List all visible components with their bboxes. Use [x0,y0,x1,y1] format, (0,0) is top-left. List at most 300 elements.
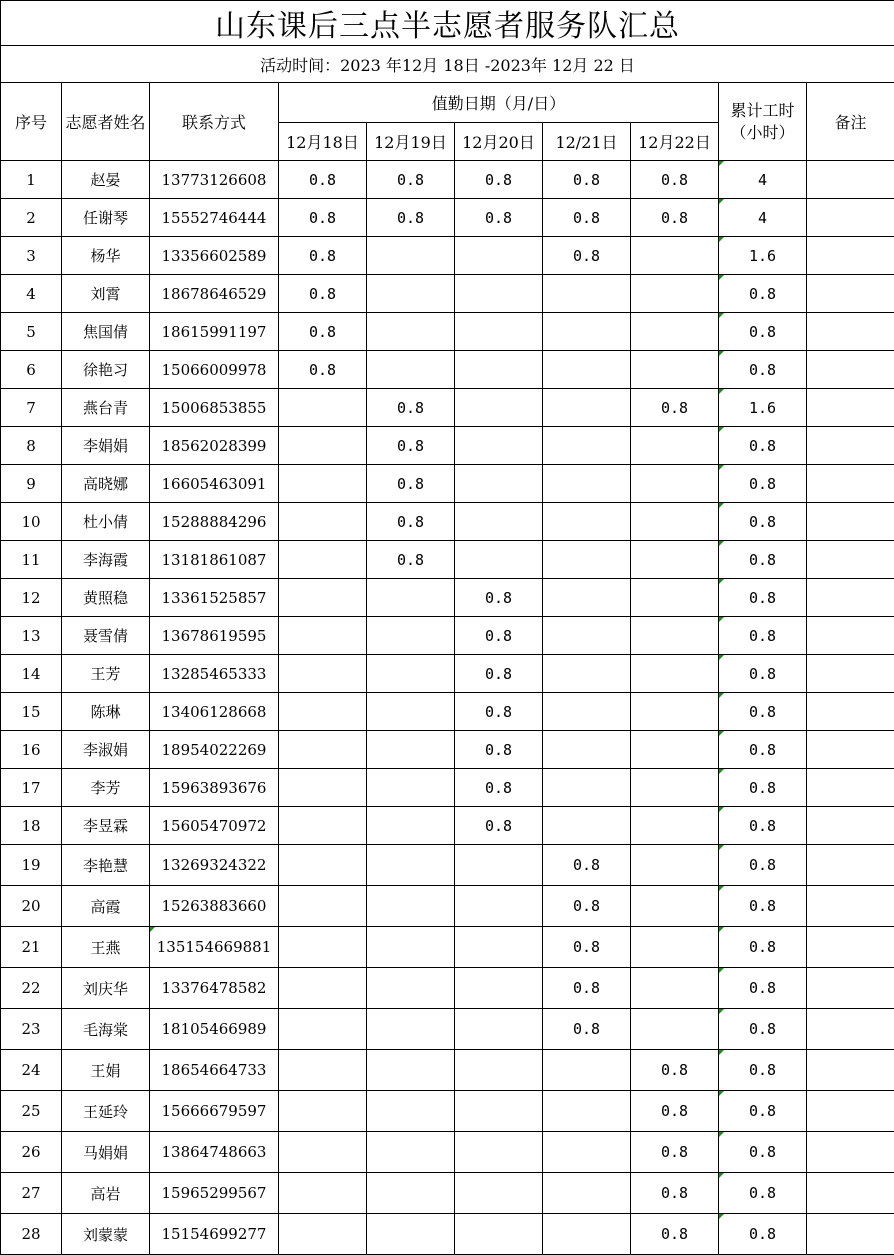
cell-phone: 18105466989 [150,1009,279,1050]
table-row [1,1050,894,1091]
cell-total-hours: 4 [719,199,807,237]
cell-seq: 14 [1,655,62,693]
cell-total-hours: 0.8 [719,617,807,655]
cell-date-5-hours: 0.8 [631,199,719,237]
cell-total-hours: 0.8 [719,1009,807,1050]
cell-date-2-hours [367,807,455,845]
cell-date-1-hours: 0.8 [279,237,367,275]
cell-total-hours: 0.8 [719,886,807,927]
cell-phone: 13406128668 [150,693,279,731]
cell-date-3-hours [455,886,543,927]
cell-date-2-hours [367,275,455,313]
cell-date-4-hours [543,351,631,389]
cell-date-3-hours: 0.8 [455,579,543,617]
cell-name: 王芳 [62,655,150,693]
cell-date-4-hours: 0.8 [543,1009,631,1050]
table-row [1,968,894,1009]
cell-date-5-hours: 0.8 [631,1173,719,1214]
cell-note [807,503,894,541]
cell-total-hours: 1.6 [719,237,807,275]
cell-note [807,769,894,807]
cell-date-5-hours [631,579,719,617]
table-row [1,807,894,845]
cell-date-5-hours [631,769,719,807]
cell-date-3-hours: 0.8 [455,693,543,731]
cell-note [807,968,894,1009]
cell-date-3-hours [455,1173,543,1214]
cell-phone: 13181861087 [150,541,279,579]
cell-date-5-hours: 0.8 [631,389,719,427]
cell-date-5-hours [631,313,719,351]
cell-total-hours: 0.8 [719,693,807,731]
cell-seq: 1 [1,161,62,199]
cell-date-5-hours [631,541,719,579]
cell-name: 李海霞 [62,541,150,579]
cell-date-2-hours [367,968,455,1009]
header-date-1: 12月18日 [279,123,367,161]
cell-date-3-hours [455,465,543,503]
cell-total-hours: 0.8 [719,845,807,886]
cell-date-2-hours [367,237,455,275]
cell-date-3-hours [455,968,543,1009]
cell-total-hours: 0.8 [719,1091,807,1132]
cell-date-4-hours [543,1173,631,1214]
cell-note [807,845,894,886]
cell-name: 王燕 [62,927,150,968]
cell-name: 赵晏 [62,161,150,199]
table-row [1,1214,894,1255]
cell-note [807,389,894,427]
cell-date-4-hours [543,579,631,617]
cell-date-1-hours [279,1214,367,1255]
cell-date-4-hours [543,541,631,579]
cell-date-4-hours [543,503,631,541]
cell-date-2-hours: 0.8 [367,503,455,541]
cell-name: 聂雪倩 [62,617,150,655]
cell-seq: 20 [1,886,62,927]
cell-name: 任谢琴 [62,199,150,237]
cell-date-1-hours [279,731,367,769]
cell-date-1-hours: 0.8 [279,351,367,389]
cell-name: 高霞 [62,886,150,927]
cell-date-1-hours [279,807,367,845]
cell-phone: 18615991197 [150,313,279,351]
table-row [1,845,894,886]
cell-phone: 135154669881 [150,927,279,968]
cell-date-3-hours [455,1091,543,1132]
cell-date-1-hours [279,1050,367,1091]
cell-date-5-hours [631,237,719,275]
cell-phone: 13773126608 [150,161,279,199]
cell-name: 杜小倩 [62,503,150,541]
cell-note [807,1214,894,1255]
table-row [1,275,894,313]
cell-date-1-hours: 0.8 [279,275,367,313]
cell-name: 杨华 [62,237,150,275]
table-row [1,769,894,807]
cell-note [807,465,894,503]
cell-date-4-hours: 0.8 [543,845,631,886]
cell-date-2-hours [367,1050,455,1091]
cell-date-3-hours [455,845,543,886]
cell-date-3-hours [455,275,543,313]
cell-date-2-hours [367,617,455,655]
cell-date-2-hours: 0.8 [367,427,455,465]
cell-seq: 26 [1,1132,62,1173]
cell-phone: 18654664733 [150,1050,279,1091]
header-total-hours: 累计工时（小时） [719,83,807,161]
cell-seq: 17 [1,769,62,807]
table-row [1,693,894,731]
cell-date-4-hours [543,769,631,807]
cell-phone: 13356602589 [150,237,279,275]
cell-date-5-hours [631,886,719,927]
cell-date-3-hours: 0.8 [455,769,543,807]
cell-seq: 27 [1,1173,62,1214]
cell-note [807,731,894,769]
cell-phone: 15288884296 [150,503,279,541]
cell-date-4-hours [543,1050,631,1091]
cell-date-4-hours [543,1214,631,1255]
cell-phone: 15263883660 [150,886,279,927]
cell-date-4-hours [543,1132,631,1173]
cell-date-4-hours [543,465,631,503]
cell-date-1-hours [279,617,367,655]
cell-date-2-hours [367,655,455,693]
cell-date-3-hours [455,1132,543,1173]
activity-period: 活动时间：2023 年12月 18日 -2023年 12月 22 日 [1,46,894,83]
cell-phone: 18954022269 [150,731,279,769]
cell-total-hours: 0.8 [719,807,807,845]
cell-name: 黄照稳 [62,579,150,617]
cell-note [807,1132,894,1173]
table-row [1,579,894,617]
cell-date-5-hours [631,427,719,465]
cell-date-1-hours [279,465,367,503]
cell-date-2-hours: 0.8 [367,465,455,503]
cell-phone: 13361525857 [150,579,279,617]
cell-date-1-hours: 0.8 [279,313,367,351]
cell-date-3-hours [455,1050,543,1091]
cell-total-hours: 0.8 [719,313,807,351]
cell-date-5-hours [631,275,719,313]
cell-note [807,351,894,389]
cell-seq: 7 [1,389,62,427]
cell-phone: 15666679597 [150,1091,279,1132]
cell-total-hours: 0.8 [719,503,807,541]
cell-date-5-hours [631,693,719,731]
cell-date-2-hours [367,351,455,389]
cell-total-hours: 0.8 [719,465,807,503]
cell-note [807,161,894,199]
table-row [1,1091,894,1132]
cell-date-3-hours: 0.8 [455,655,543,693]
cell-date-5-hours [631,503,719,541]
cell-seq: 3 [1,237,62,275]
cell-date-1-hours: 0.8 [279,161,367,199]
cell-date-2-hours: 0.8 [367,199,455,237]
cell-date-2-hours [367,1173,455,1214]
cell-date-5-hours: 0.8 [631,1214,719,1255]
cell-total-hours: 0.8 [719,541,807,579]
cell-seq: 12 [1,579,62,617]
cell-date-1-hours [279,655,367,693]
cell-name: 马娟娟 [62,1132,150,1173]
table-row [1,617,894,655]
cell-date-2-hours [367,769,455,807]
cell-date-3-hours [455,541,543,579]
cell-seq: 18 [1,807,62,845]
cell-date-1-hours [279,389,367,427]
cell-note [807,807,894,845]
cell-date-5-hours [631,1009,719,1050]
cell-date-4-hours [543,807,631,845]
cell-date-4-hours: 0.8 [543,161,631,199]
cell-date-3-hours [455,427,543,465]
cell-date-5-hours: 0.8 [631,1050,719,1091]
cell-seq: 25 [1,1091,62,1132]
cell-date-3-hours: 0.8 [455,731,543,769]
cell-date-4-hours: 0.8 [543,927,631,968]
cell-phone: 18562028399 [150,427,279,465]
table-row [1,427,894,465]
cell-date-5-hours [631,845,719,886]
table-row [1,1009,894,1050]
cell-date-3-hours [455,313,543,351]
cell-name: 李艳慧 [62,845,150,886]
cell-date-2-hours [367,693,455,731]
cell-phone: 15605470972 [150,807,279,845]
cell-seq: 23 [1,1009,62,1050]
cell-seq: 4 [1,275,62,313]
cell-phone: 15552746444 [150,199,279,237]
cell-date-1-hours [279,927,367,968]
table-row [1,503,894,541]
cell-name: 毛海棠 [62,1009,150,1050]
cell-date-2-hours [367,313,455,351]
cell-total-hours: 0.8 [719,1132,807,1173]
cell-date-2-hours: 0.8 [367,541,455,579]
cell-phone: 13269324322 [150,845,279,886]
cell-phone: 13285465333 [150,655,279,693]
cell-total-hours: 0.8 [719,927,807,968]
cell-date-1-hours [279,1132,367,1173]
table-row [1,161,894,199]
cell-date-5-hours [631,351,719,389]
cell-date-2-hours [367,1214,455,1255]
cell-seq: 13 [1,617,62,655]
cell-note [807,199,894,237]
cell-date-2-hours [367,886,455,927]
cell-name: 刘庆华 [62,968,150,1009]
cell-name: 燕台青 [62,389,150,427]
table-row [1,1132,894,1173]
table-row [1,927,894,968]
cell-total-hours: 0.8 [719,968,807,1009]
header-note: 备注 [807,83,894,161]
cell-date-5-hours [631,655,719,693]
cell-note [807,313,894,351]
header-date-2: 12月19日 [367,123,455,161]
cell-name: 陈琳 [62,693,150,731]
cell-date-5-hours [631,617,719,655]
cell-date-1-hours [279,579,367,617]
cell-date-4-hours [543,731,631,769]
cell-seq: 11 [1,541,62,579]
table-row [1,351,894,389]
table-row [1,237,894,275]
cell-date-1-hours [279,693,367,731]
sheet-title: 山东课后三点半志愿者服务队汇总 [1,1,894,46]
cell-date-2-hours [367,927,455,968]
cell-date-5-hours [631,465,719,503]
cell-name: 高晓娜 [62,465,150,503]
header-date-3: 12月20日 [455,123,543,161]
cell-date-3-hours [455,389,543,427]
cell-phone: 15963893676 [150,769,279,807]
cell-seq: 22 [1,968,62,1009]
cell-name: 焦国倩 [62,313,150,351]
cell-name: 李昱霖 [62,807,150,845]
header-duty-dates: 值勤日期（月/日） [279,83,719,123]
table-row [1,1173,894,1214]
table-row [1,655,894,693]
cell-name: 王延玲 [62,1091,150,1132]
cell-date-4-hours [543,655,631,693]
table-row [1,389,894,427]
cell-date-5-hours: 0.8 [631,1132,719,1173]
cell-phone: 13678619595 [150,617,279,655]
cell-note [807,275,894,313]
cell-note [807,886,894,927]
table-row [1,886,894,927]
cell-date-1-hours [279,1173,367,1214]
cell-date-3-hours: 0.8 [455,161,543,199]
cell-seq: 24 [1,1050,62,1091]
cell-name: 高岩 [62,1173,150,1214]
cell-total-hours: 0.8 [719,275,807,313]
cell-date-4-hours: 0.8 [543,199,631,237]
cell-name: 刘蒙蒙 [62,1214,150,1255]
cell-date-4-hours [543,389,631,427]
header-date-5: 12月22日 [631,123,719,161]
cell-date-2-hours [367,1132,455,1173]
cell-phone: 15154699277 [150,1214,279,1255]
cell-date-4-hours [543,313,631,351]
cell-note [807,1009,894,1050]
cell-note [807,427,894,465]
cell-date-2-hours [367,845,455,886]
cell-note [807,1173,894,1214]
cell-total-hours: 0.8 [719,655,807,693]
cell-phone: 15066009978 [150,351,279,389]
cell-date-2-hours [367,731,455,769]
cell-phone: 13864748663 [150,1132,279,1173]
cell-note [807,1091,894,1132]
cell-seq: 6 [1,351,62,389]
cell-date-3-hours: 0.8 [455,199,543,237]
cell-date-4-hours [543,1091,631,1132]
table-row [1,465,894,503]
cell-date-5-hours [631,807,719,845]
cell-date-5-hours: 0.8 [631,1091,719,1132]
table-row [1,199,894,237]
cell-date-4-hours [543,617,631,655]
cell-date-5-hours: 0.8 [631,161,719,199]
cell-total-hours: 0.8 [719,351,807,389]
cell-name: 李芳 [62,769,150,807]
cell-date-2-hours [367,579,455,617]
cell-date-1-hours [279,886,367,927]
cell-note [807,655,894,693]
cell-date-1-hours [279,1091,367,1132]
cell-date-2-hours: 0.8 [367,161,455,199]
cell-date-3-hours [455,351,543,389]
cell-date-1-hours [279,968,367,1009]
cell-seq: 19 [1,845,62,886]
cell-date-1-hours [279,845,367,886]
cell-note [807,927,894,968]
cell-total-hours: 0.8 [719,427,807,465]
cell-date-3-hours: 0.8 [455,807,543,845]
table-row [1,731,894,769]
cell-date-3-hours: 0.8 [455,617,543,655]
cell-total-hours: 0.8 [719,579,807,617]
table-row [1,313,894,351]
cell-name: 徐艳习 [62,351,150,389]
cell-total-hours: 0.8 [719,769,807,807]
cell-note [807,579,894,617]
cell-total-hours: 0.8 [719,1173,807,1214]
cell-date-2-hours [367,1009,455,1050]
cell-date-4-hours [543,427,631,465]
cell-note [807,693,894,731]
cell-date-4-hours: 0.8 [543,237,631,275]
table-row [1,541,894,579]
header-name: 志愿者姓名 [62,83,150,161]
cell-total-hours: 0.8 [719,1050,807,1091]
cell-phone: 18678646529 [150,275,279,313]
cell-name: 刘霄 [62,275,150,313]
cell-date-1-hours [279,1009,367,1050]
cell-date-3-hours [455,503,543,541]
cell-date-4-hours: 0.8 [543,968,631,1009]
cell-date-4-hours [543,275,631,313]
cell-note [807,541,894,579]
cell-date-1-hours [279,427,367,465]
cell-total-hours: 0.8 [719,1214,807,1255]
cell-date-5-hours [631,968,719,1009]
cell-seq: 8 [1,427,62,465]
cell-phone: 16605463091 [150,465,279,503]
cell-note [807,617,894,655]
cell-date-1-hours [279,503,367,541]
cell-name: 李淑娟 [62,731,150,769]
cell-date-3-hours [455,237,543,275]
cell-total-hours: 4 [719,161,807,199]
cell-date-3-hours [455,1009,543,1050]
cell-date-5-hours [631,731,719,769]
header-seq: 序号 [1,83,62,161]
cell-seq: 9 [1,465,62,503]
cell-phone: 13376478582 [150,968,279,1009]
cell-note [807,1050,894,1091]
cell-date-4-hours [543,693,631,731]
cell-seq: 16 [1,731,62,769]
cell-phone: 15006853855 [150,389,279,427]
cell-date-3-hours [455,927,543,968]
cell-date-1-hours [279,541,367,579]
